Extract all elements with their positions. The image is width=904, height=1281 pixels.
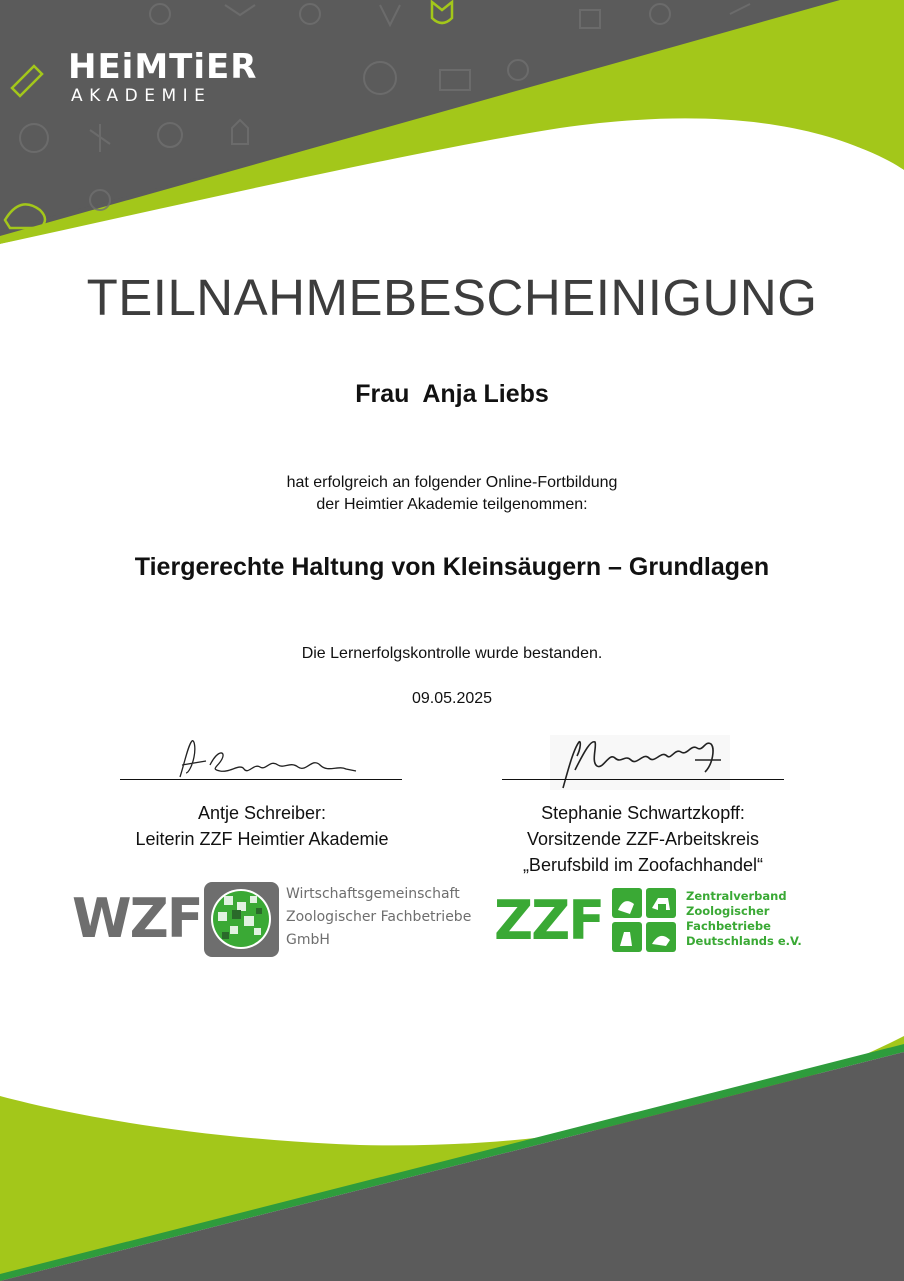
signature-right [545,730,745,795]
globe-icon [204,882,279,957]
wzf-logo [72,882,472,962]
zzf-mark: ZZF [494,889,604,952]
zzf-logo [494,886,824,956]
intro-line-1: hat erfolgreich an folgender Online-Fortbildung [286,474,618,491]
participant-name: Frau Anja Liebs [355,380,549,408]
brand-logo [68,48,268,106]
wzf-line-2: Zoologischer Fachbetriebe [286,909,472,925]
signatory-right-role-2: „Berufsbild im Zoofachhandel“ [522,855,764,875]
zzf-line-3: Fachbetriebe [686,919,771,933]
intro-text [0,472,904,516]
brand-name: HEiMTiER [68,47,258,87]
signature-line-left [120,779,402,780]
result-text: Die Lernerfolgskontrolle wurde bestanden. [301,645,603,662]
wzf-line-3: GmbH [286,932,330,948]
zzf-line-1: Zentralverband [686,889,787,903]
zzf-line-2: Zoologischer [686,904,770,918]
signatory-left [60,800,464,852]
wzf-line-1: Wirtschaftsgemeinschaft [286,886,460,902]
zzf-line-4: Deutschlands e.V. [686,934,802,948]
signature-left [170,735,370,785]
intro-line-2: der Heimtier Akademie teilgenommen: [316,496,588,513]
signatory-left-role: Leiterin ZZF Heimtier Akademie [135,829,389,849]
brand-subtitle: AKADEMIE [71,86,212,106]
signatory-right-name: Stephanie Schwartzkopff: [541,803,745,823]
wzf-mark: WZF [72,887,202,950]
signature-line-right [502,779,784,780]
signatory-right-role: Vorsitzende ZZF-Arbeitskreis [526,829,760,849]
course-title: Tiergerechte Haltung von Kleinsäugern – Grundlagen [134,553,770,581]
certificate-title: TEILNAHMEBESCHEINIGUNG [86,269,818,326]
signatory-left-name: Antje Schreiber: [197,803,327,823]
certificate-date: 09.05.2025 [411,690,493,707]
animals-icon [612,888,676,952]
signatory-right [442,800,844,878]
